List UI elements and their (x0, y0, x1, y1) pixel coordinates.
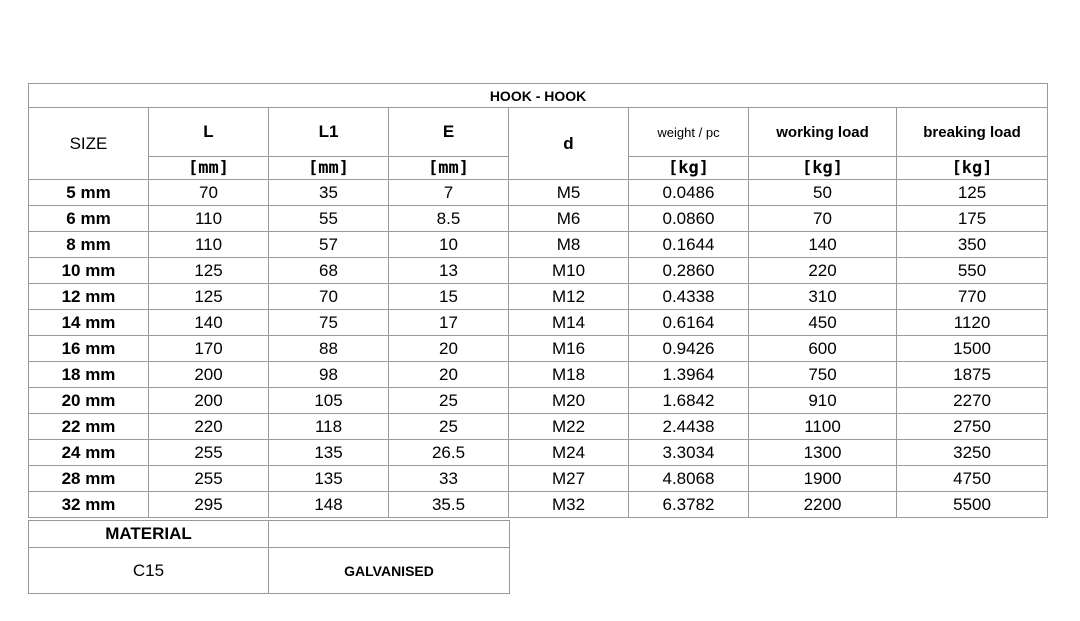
cell-E: 20 (389, 336, 509, 362)
cell-L: 200 (149, 388, 269, 414)
header-d: d (509, 108, 629, 180)
cell-E: 10 (389, 232, 509, 258)
cell-working-load: 310 (749, 284, 897, 310)
cell-breaking-load: 175 (897, 206, 1048, 232)
cell-L1: 35 (269, 180, 389, 206)
cell-L1: 98 (269, 362, 389, 388)
cell-E: 25 (389, 388, 509, 414)
cell-L: 125 (149, 284, 269, 310)
unit-weight: [kg] (629, 157, 749, 180)
cell-breaking-load: 1120 (897, 310, 1048, 336)
cell-E: 35.5 (389, 492, 509, 518)
table-row (29, 206, 1048, 232)
cell-d: M10 (509, 258, 629, 284)
cell-working-load: 50 (749, 180, 897, 206)
cell-weight: 0.0486 (629, 180, 749, 206)
cell-weight: 0.1644 (629, 232, 749, 258)
table-row (29, 466, 1048, 492)
cell-working-load: 910 (749, 388, 897, 414)
cell-L: 125 (149, 258, 269, 284)
cell-E: 15 (389, 284, 509, 310)
cell-weight: 4.8068 (629, 466, 749, 492)
cell-L: 255 (149, 440, 269, 466)
cell-breaking-load: 770 (897, 284, 1048, 310)
cell-d: M27 (509, 466, 629, 492)
cell-L: 255 (149, 466, 269, 492)
hook-hook-spec-table (28, 83, 1048, 518)
cell-breaking-load: 1500 (897, 336, 1048, 362)
header-e: E (389, 108, 509, 157)
cell-L: 110 (149, 206, 269, 232)
cell-weight: 1.3964 (629, 362, 749, 388)
cell-working-load: 1900 (749, 466, 897, 492)
cell-weight: 3.3034 (629, 440, 749, 466)
cell-weight: 6.3782 (629, 492, 749, 518)
cell-weight: 1.6842 (629, 388, 749, 414)
cell-size: 22 mm (29, 414, 149, 440)
cell-L1: 135 (269, 440, 389, 466)
cell-L: 200 (149, 362, 269, 388)
header-l1: L1 (269, 108, 389, 157)
cell-breaking-load: 125 (897, 180, 1048, 206)
material-table (28, 520, 510, 594)
cell-L: 295 (149, 492, 269, 518)
cell-L1: 70 (269, 284, 389, 310)
cell-L1: 135 (269, 466, 389, 492)
cell-size: 6 mm (29, 206, 149, 232)
cell-E: 33 (389, 466, 509, 492)
cell-breaking-load: 4750 (897, 466, 1048, 492)
cell-size: 8 mm (29, 232, 149, 258)
header-size: SIZE (29, 108, 149, 180)
cell-E: 13 (389, 258, 509, 284)
cell-size: 12 mm (29, 284, 149, 310)
material-label: MATERIAL (29, 521, 269, 548)
cell-size: 10 mm (29, 258, 149, 284)
cell-L1: 68 (269, 258, 389, 284)
cell-d: M16 (509, 336, 629, 362)
unit-l: [mm] (149, 157, 269, 180)
cell-L1: 75 (269, 310, 389, 336)
cell-d: M8 (509, 232, 629, 258)
cell-E: 26.5 (389, 440, 509, 466)
material-label-spacer (269, 521, 510, 548)
cell-working-load: 70 (749, 206, 897, 232)
table-row (29, 232, 1048, 258)
unit-e: [mm] (389, 157, 509, 180)
table-row (29, 284, 1048, 310)
cell-weight: 0.9426 (629, 336, 749, 362)
cell-working-load: 750 (749, 362, 897, 388)
material-value: C15 (29, 548, 269, 594)
cell-E: 20 (389, 362, 509, 388)
header-working-load: working load (749, 108, 897, 157)
cell-working-load: 450 (749, 310, 897, 336)
cell-d: M24 (509, 440, 629, 466)
cell-breaking-load: 550 (897, 258, 1048, 284)
cell-L: 170 (149, 336, 269, 362)
cell-size: 14 mm (29, 310, 149, 336)
table-row (29, 492, 1048, 518)
cell-size: 32 mm (29, 492, 149, 518)
material-finish: GALVANISED (269, 548, 510, 594)
table-row (29, 440, 1048, 466)
cell-size: 20 mm (29, 388, 149, 414)
cell-d: M22 (509, 414, 629, 440)
cell-L: 70 (149, 180, 269, 206)
cell-weight: 0.4338 (629, 284, 749, 310)
cell-working-load: 1100 (749, 414, 897, 440)
cell-d: M20 (509, 388, 629, 414)
cell-weight: 0.0860 (629, 206, 749, 232)
cell-size: 16 mm (29, 336, 149, 362)
cell-working-load: 2200 (749, 492, 897, 518)
header-l: L (149, 108, 269, 157)
cell-size: 28 mm (29, 466, 149, 492)
unit-l1: [mm] (269, 157, 389, 180)
table-row (29, 336, 1048, 362)
cell-breaking-load: 2750 (897, 414, 1048, 440)
header-breaking-load: breaking load (897, 108, 1048, 157)
table-row (29, 362, 1048, 388)
table-row (29, 258, 1048, 284)
table-row (29, 414, 1048, 440)
cell-breaking-load: 1875 (897, 362, 1048, 388)
table-row (29, 310, 1048, 336)
cell-weight: 0.6164 (629, 310, 749, 336)
cell-working-load: 1300 (749, 440, 897, 466)
cell-L1: 105 (269, 388, 389, 414)
table-title: HOOK - HOOK (29, 84, 1048, 108)
unit-working-load: [kg] (749, 157, 897, 180)
cell-L1: 148 (269, 492, 389, 518)
cell-d: M18 (509, 362, 629, 388)
cell-d: M14 (509, 310, 629, 336)
cell-size: 24 mm (29, 440, 149, 466)
unit-breaking-load: [kg] (897, 157, 1048, 180)
cell-working-load: 600 (749, 336, 897, 362)
cell-breaking-load: 3250 (897, 440, 1048, 466)
cell-size: 18 mm (29, 362, 149, 388)
cell-L: 110 (149, 232, 269, 258)
cell-weight: 2.4438 (629, 414, 749, 440)
cell-working-load: 220 (749, 258, 897, 284)
cell-working-load: 140 (749, 232, 897, 258)
cell-L: 220 (149, 414, 269, 440)
cell-d: M32 (509, 492, 629, 518)
cell-E: 25 (389, 414, 509, 440)
cell-size: 5 mm (29, 180, 149, 206)
header-weight: weight / pc (629, 108, 749, 157)
cell-d: M5 (509, 180, 629, 206)
cell-E: 8.5 (389, 206, 509, 232)
cell-d: M6 (509, 206, 629, 232)
cell-L1: 118 (269, 414, 389, 440)
cell-E: 7 (389, 180, 509, 206)
cell-L: 140 (149, 310, 269, 336)
cell-L1: 88 (269, 336, 389, 362)
cell-d: M12 (509, 284, 629, 310)
cell-breaking-load: 5500 (897, 492, 1048, 518)
cell-E: 17 (389, 310, 509, 336)
table-row (29, 388, 1048, 414)
cell-breaking-load: 2270 (897, 388, 1048, 414)
cell-L1: 57 (269, 232, 389, 258)
cell-breaking-load: 350 (897, 232, 1048, 258)
table-row (29, 180, 1048, 206)
cell-L1: 55 (269, 206, 389, 232)
cell-weight: 0.2860 (629, 258, 749, 284)
